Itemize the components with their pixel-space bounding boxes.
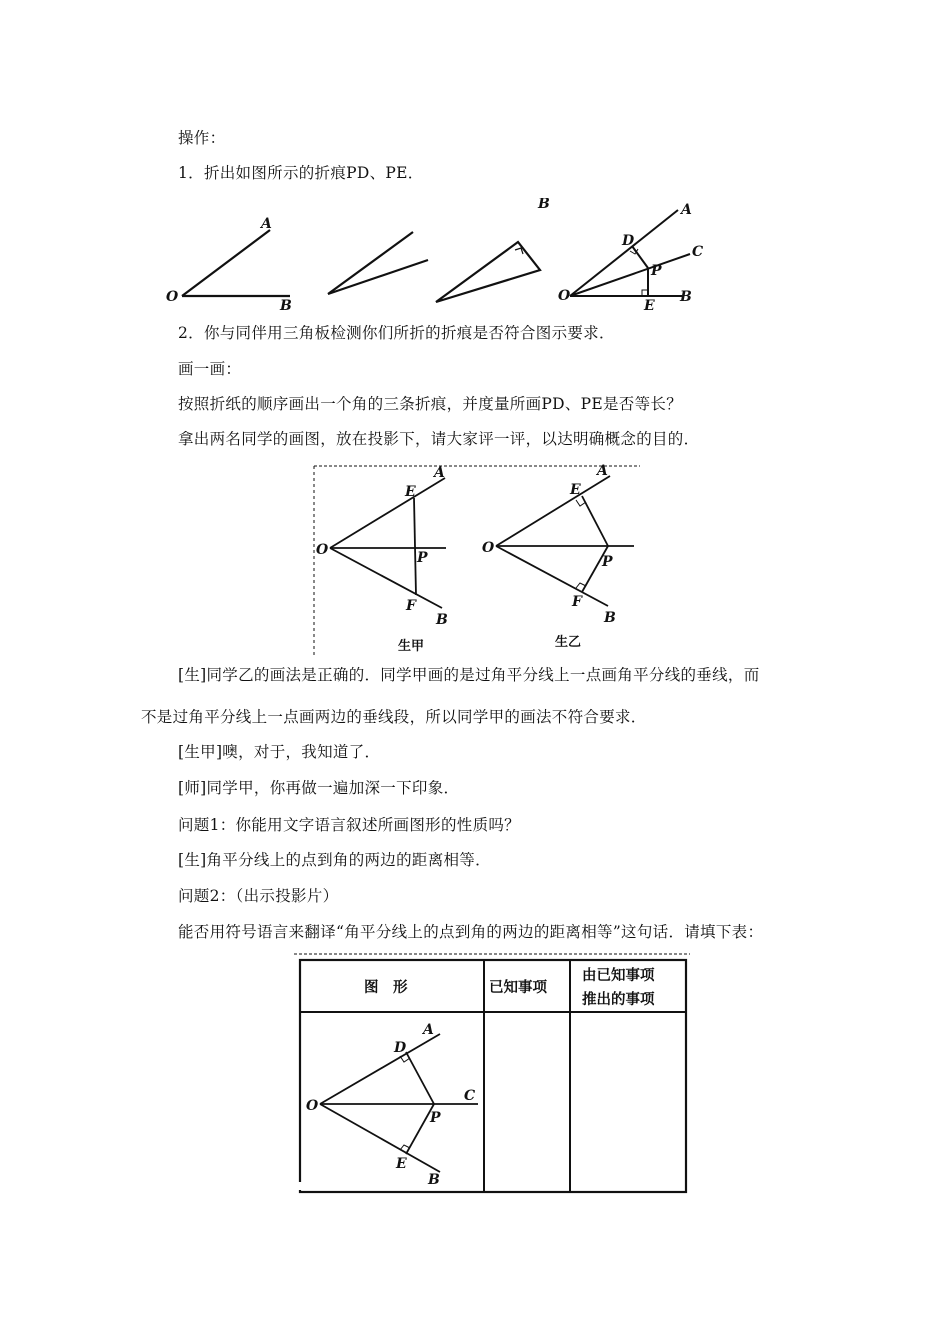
jia-label-o: O: [316, 542, 329, 558]
jia-caption: 生甲: [398, 639, 425, 654]
yi-label-p: P: [602, 554, 613, 570]
draw-heading: 画一画：: [178, 360, 242, 378]
fold-figure-4: [570, 210, 690, 296]
fig1-label-b: B: [280, 298, 292, 314]
yi-label-o: O: [482, 540, 495, 556]
operation-heading: 操作：: [178, 129, 226, 147]
step-2-text: 2．你与同伴用三角板检测你们所折的折痕是否符合图示要求．: [178, 324, 615, 342]
fig4-label-b: B: [680, 289, 692, 305]
draw-review-text: 拿出两名同学的画图，放在投影下，请大家评一评，以达明确概念的目的．: [178, 430, 700, 448]
table-fig-label-o: O: [306, 1098, 319, 1114]
draw-instruction: 按照折纸的顺序画出一个角的三条折痕，并度量所画PD、PE是否等长？: [178, 395, 683, 413]
table-fig-label-d: D: [394, 1040, 407, 1056]
fold-figure-1: [182, 230, 290, 296]
jia-label-a: A: [434, 465, 445, 481]
fig4-label-c: C: [692, 244, 704, 260]
yi-label-b: B: [604, 610, 616, 626]
paragraph-1-line-1: [生]同学乙的画法是正确的．同学甲画的是过角平分线上一点画角平分线的垂线，而: [178, 666, 760, 684]
jia-label-e: E: [405, 484, 416, 500]
table-header-derived-line-1: 由已知事项: [582, 968, 655, 984]
fill-table-instruction: 能否用符号语言来翻译“角平分线上的点到角的两边的距离相等”这句话．请填下表：: [178, 923, 764, 941]
yi-label-e: E: [570, 482, 581, 498]
table-header-figure: 图 形: [364, 980, 408, 996]
table-fig-label-e: E: [396, 1156, 407, 1172]
yi-caption: 生乙: [555, 635, 582, 650]
paragraph-1-line-2: 不是过角平分线上一点画两边的垂线段，所以同学甲的画法不符合要求．: [141, 708, 647, 726]
table-fig-label-a: A: [423, 1022, 434, 1038]
student-figures: [310, 462, 650, 658]
fig4-label-d: D: [622, 233, 635, 249]
dialog-teacher: [师]同学甲，你再做一遍加深一下印象．: [178, 779, 460, 797]
yi-label-a: A: [597, 463, 608, 479]
jia-label-p: P: [417, 550, 428, 566]
fig4-label-o: O: [558, 288, 571, 304]
fold-figure-3: [436, 242, 540, 302]
answer-1: [生]角平分线上的点到角的两边的距离相等．: [178, 851, 491, 869]
fig1-label-o: O: [166, 289, 179, 305]
table-header-derived-line-2: 推出的事项: [582, 992, 655, 1008]
fig4-label-a: A: [681, 202, 692, 218]
step-1-text: 1．折出如图所示的折痕PD、PE．: [178, 164, 424, 182]
jia-label-b: B: [436, 612, 448, 628]
table-header-known: 已知事项: [489, 980, 547, 996]
fig4-label-e: E: [644, 298, 655, 314]
yi-label-f: F: [572, 594, 582, 610]
table-fig-label-c: C: [464, 1088, 476, 1104]
student-yi-figure: [496, 476, 634, 606]
question-2: 问题2：（出示投影片）: [178, 887, 339, 905]
fig4-label-p: P: [651, 263, 662, 279]
student-jia-figure: [330, 478, 446, 608]
dialog-student-jia: [生甲]噢，对于，我知道了．: [178, 743, 381, 761]
question-1: 问题1：你能用文字语言叙述所画图形的性质吗？: [178, 816, 520, 834]
table-fig-label-b: B: [428, 1172, 440, 1188]
fig1-label-a: A: [261, 216, 272, 232]
fold-figures: [160, 198, 720, 316]
jia-label-f: F: [406, 598, 416, 614]
table-fig-label-p: P: [430, 1110, 441, 1126]
fill-in-table: [290, 950, 694, 1194]
fig2-corner-label: B: [538, 198, 550, 212]
fold-figure-2: [328, 232, 428, 294]
